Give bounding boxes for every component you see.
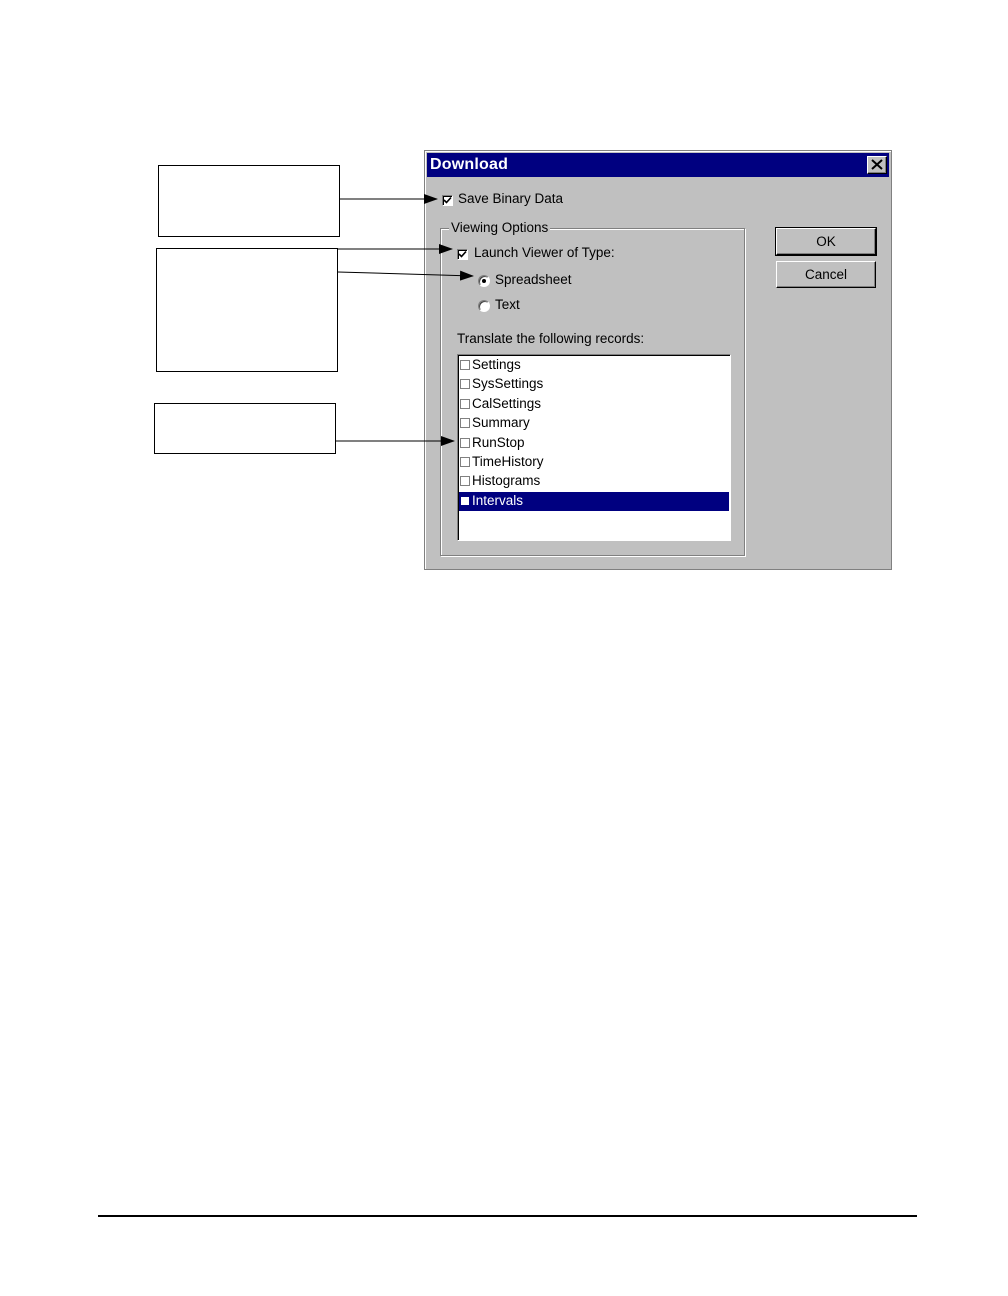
list-item[interactable] [459, 434, 729, 453]
spreadsheet-radio[interactable] [478, 275, 490, 287]
list-item-label: RunStop [472, 434, 525, 450]
list-item-label: Settings [472, 357, 521, 372]
close-icon [871, 159, 883, 170]
list-item-label: CalSettings [472, 395, 542, 411]
list-checkbox[interactable] [460, 399, 470, 409]
list-item-label: Intervals [472, 492, 524, 508]
list-item[interactable] [459, 375, 729, 394]
list-checkbox[interactable] [460, 496, 470, 506]
callout-box-viewer-type [156, 248, 338, 372]
title-bar [427, 153, 889, 177]
launch-viewer-label: Launch Viewer of Type: [474, 245, 615, 260]
list-checkbox[interactable] [460, 457, 470, 467]
list-item-label: Summary [472, 415, 530, 431]
launch-viewer-checkbox[interactable] [457, 249, 468, 260]
checkmark-icon [458, 250, 467, 259]
text-label: Text [495, 297, 520, 312]
ok-button[interactable]: OK [776, 228, 876, 255]
cancel-button[interactable]: Cancel [776, 261, 876, 288]
list-item-label: SysSettings [472, 376, 544, 392]
download-dialog [424, 150, 892, 570]
text-radio[interactable] [478, 300, 490, 312]
list-checkbox[interactable] [460, 476, 470, 486]
list-checkbox[interactable] [460, 438, 470, 448]
records-listbox[interactable] [457, 354, 731, 541]
list-item[interactable] [459, 395, 729, 414]
save-binary-label: Save Binary Data [458, 191, 564, 206]
radio-dot-icon [482, 279, 486, 283]
list-item[interactable] [459, 453, 729, 472]
checkmark-icon [443, 196, 452, 205]
translate-records-label: Translate the following records: [457, 331, 645, 346]
save-binary-checkbox[interactable] [442, 195, 453, 206]
list-item[interactable] [459, 472, 729, 491]
spreadsheet-label: Spreadsheet [495, 272, 572, 287]
list-item[interactable] [459, 356, 729, 375]
list-checkbox[interactable] [460, 360, 470, 370]
close-button[interactable] [867, 156, 887, 174]
list-item-label: TimeHistory [472, 454, 544, 469]
list-checkbox[interactable] [460, 418, 470, 428]
viewing-options-legend: Viewing Options [451, 220, 549, 235]
callout-box-save-binary [158, 165, 340, 237]
list-item[interactable] [459, 492, 729, 511]
list-item[interactable] [459, 414, 729, 433]
list-checkbox[interactable] [460, 379, 470, 389]
callout-box-records [154, 403, 336, 454]
list-item-label: Histograms [472, 473, 541, 489]
footer-rule [98, 1215, 917, 1217]
dialog-title: Download [430, 156, 509, 173]
